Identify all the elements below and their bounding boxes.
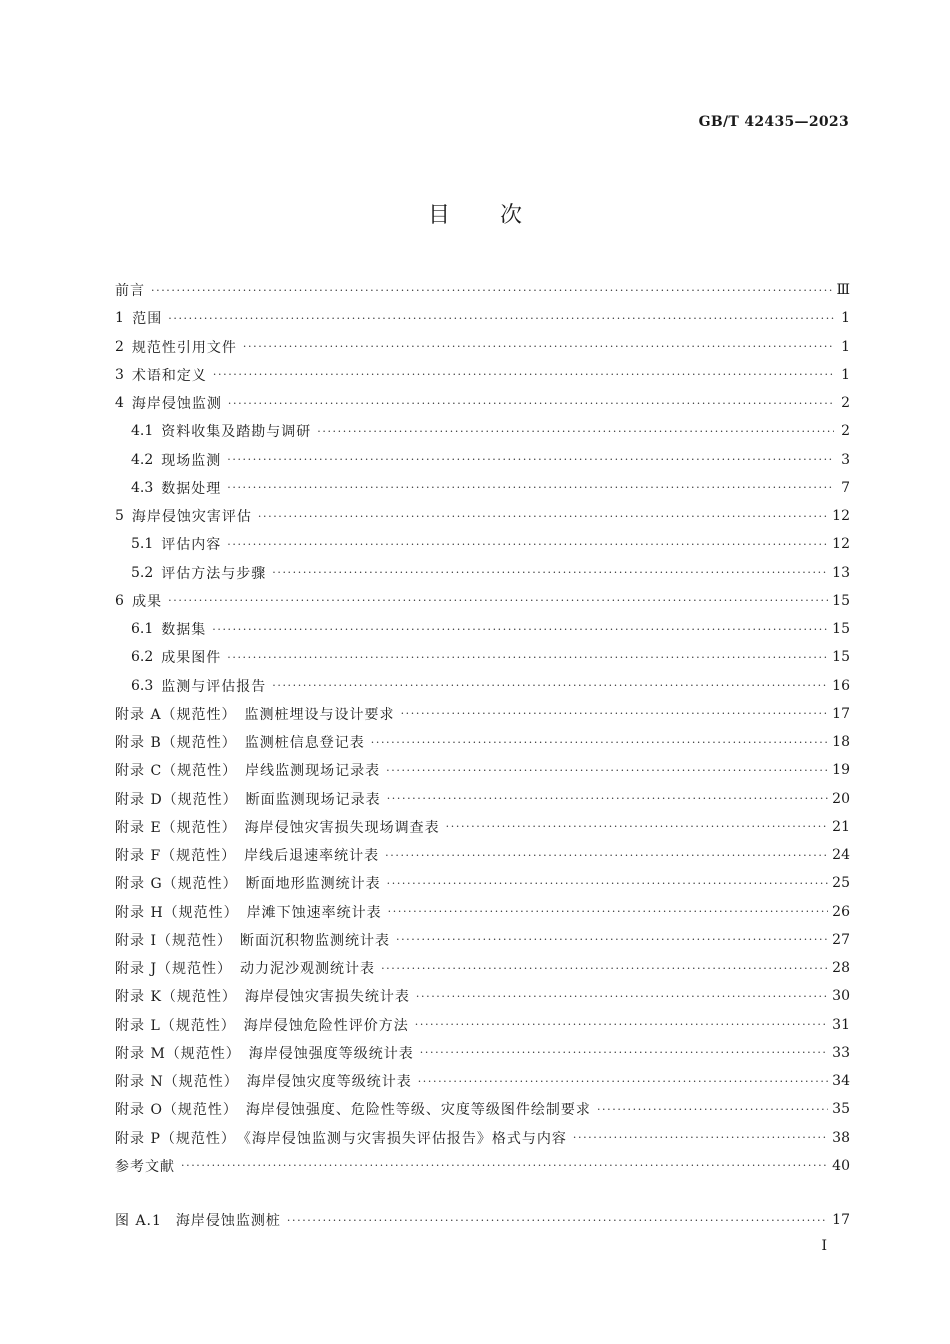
toc-entry-page: 1 xyxy=(841,310,850,327)
toc-entry-page: Ⅲ xyxy=(836,282,850,299)
toc-leader-dots xyxy=(415,1018,828,1031)
toc-entry[interactable] xyxy=(115,389,850,417)
toc-entry-number: 4 xyxy=(115,395,124,412)
toc-leader-dots xyxy=(381,962,828,975)
toc-entry-label: 海岸侵蚀灾害评估 xyxy=(131,509,252,526)
footer-page-number: I xyxy=(821,1238,827,1254)
toc-entry-label: 成果图件 xyxy=(161,650,222,667)
toc-entry-page: 38 xyxy=(832,1129,850,1146)
toc-entry-page: 31 xyxy=(832,1016,850,1033)
toc-leader-dots xyxy=(181,1159,828,1172)
toc-leader-dots xyxy=(401,707,829,720)
toc-leader-dots xyxy=(385,849,828,862)
toc-entry-label: 附录 N（规范性） 海岸侵蚀灾度等级统计表 xyxy=(115,1074,412,1091)
toc-entry-label: 附录 E（规范性） 海岸侵蚀灾害损失现场调查表 xyxy=(115,819,440,836)
toc-entry[interactable] xyxy=(115,954,850,982)
toc-entry-page: 3 xyxy=(841,451,850,468)
toc-entry-label: 附录 G（规范性） 断面地形监测统计表 xyxy=(115,876,381,893)
toc-entry[interactable] xyxy=(115,276,850,304)
toc-entry[interactable] xyxy=(115,756,850,784)
toc-entry[interactable] xyxy=(115,728,850,756)
toc-entry[interactable] xyxy=(115,615,850,643)
toc-entry-label: 现场监测 xyxy=(161,452,222,469)
toc-entry-label: 资料收集及踏勘与调研 xyxy=(161,424,312,441)
toc-entry-page: 13 xyxy=(832,564,850,581)
toc-entry[interactable] xyxy=(115,841,850,869)
toc-entry-page: 12 xyxy=(832,536,850,553)
toc-entry-page: 15 xyxy=(832,592,850,609)
toc-entry[interactable] xyxy=(115,304,850,332)
toc-entry-number: 5.2 xyxy=(131,564,154,581)
toc-leader-dots xyxy=(420,1046,828,1059)
toc-leader-dots xyxy=(227,481,834,494)
toc-entry-label: 前言 xyxy=(115,283,145,300)
figure-list xyxy=(115,1206,850,1234)
toc-entry-label: 评估内容 xyxy=(161,537,222,554)
toc-entry-label: 术语和定义 xyxy=(131,367,207,384)
toc-entry[interactable] xyxy=(115,813,850,841)
toc-leader-dots xyxy=(287,1214,828,1227)
toc-entry-number: 4.1 xyxy=(131,423,154,440)
toc-entry-label: 范围 xyxy=(132,311,163,328)
toc-entry-page: 15 xyxy=(832,649,850,666)
toc-entry[interactable] xyxy=(115,530,850,558)
toc-entry-label: 附录 H（规范性） 岸滩下蚀速率统计表 xyxy=(115,904,382,921)
toc-entry-label: 监测与评估报告 xyxy=(161,678,267,695)
toc-entry-label: 附录 J（规范性） 动力泥沙观测统计表 xyxy=(115,961,376,978)
toc-entry-page: 7 xyxy=(841,479,850,496)
toc-entry-page: 2 xyxy=(841,395,850,412)
toc-entry-page: 20 xyxy=(832,790,850,807)
toc-leader-dots xyxy=(213,368,834,381)
page-title-char-1: 目 xyxy=(427,203,450,228)
toc-entry-page: 35 xyxy=(832,1101,850,1118)
toc-entry[interactable] xyxy=(115,474,850,502)
toc-entry-label: 数据集 xyxy=(161,622,207,639)
toc-entry[interactable] xyxy=(115,417,850,445)
page-title-char-2: 次 xyxy=(500,203,523,228)
toc-entry-label: 附录 P（规范性） 《海岸侵蚀监测与灾害损失评估报告》格式与内容 xyxy=(115,1130,567,1147)
toc-entry[interactable] xyxy=(115,1124,850,1152)
toc-leader-dots xyxy=(258,510,828,523)
toc-leader-dots xyxy=(272,566,828,579)
toc-entry[interactable] xyxy=(115,1011,850,1039)
toc-entry[interactable] xyxy=(115,869,850,897)
toc-entry-page: 18 xyxy=(832,734,850,751)
toc-entry-page: 1 xyxy=(841,338,850,355)
toc-entry[interactable] xyxy=(115,982,850,1010)
toc-entry-label: 附录 O（规范性） 海岸侵蚀强度、危险性等级、灾度等级图件绘制要求 xyxy=(115,1102,591,1119)
toc-leader-dots xyxy=(227,651,828,664)
toc-entry-page: 16 xyxy=(832,677,850,694)
toc-entry[interactable] xyxy=(115,1095,850,1123)
toc-entry-label: 附录 A（规范性） 监测桩埋设与设计要求 xyxy=(115,706,395,723)
toc-entry-number: 6.1 xyxy=(131,621,154,638)
toc-entry-label: 附录 L（规范性） 海岸侵蚀危险性评价方法 xyxy=(115,1017,409,1034)
toc-leader-dots xyxy=(573,1131,828,1144)
toc-entry-number: 2 xyxy=(115,338,124,355)
toc-entry[interactable] xyxy=(115,587,850,615)
toc-leader-dots xyxy=(386,764,828,777)
toc-entry-number: 6.2 xyxy=(131,649,154,666)
toc-leader-dots xyxy=(317,425,834,438)
toc-leader-dots xyxy=(387,877,829,890)
toc-leader-dots xyxy=(243,340,834,353)
toc-entry-number: 1 xyxy=(115,310,124,327)
toc-leader-dots xyxy=(151,284,832,297)
toc-entry-label: 数据处理 xyxy=(161,480,222,497)
toc-leader-dots xyxy=(387,792,828,805)
table-of-contents xyxy=(115,276,850,1180)
toc-leader-dots xyxy=(227,453,834,466)
toc-entry-label: 附录 M（规范性） 海岸侵蚀强度等级统计表 xyxy=(115,1045,414,1062)
toc-entry-page: 21 xyxy=(832,818,850,835)
toc-entry-number: 5 xyxy=(115,508,124,525)
toc-entry-number: 4.3 xyxy=(131,479,154,496)
toc-entry-page: 1 xyxy=(841,366,850,383)
toc-entry-label: 附录 F（规范性） 岸线后退速率统计表 xyxy=(115,848,380,865)
standard-code: GB/T 42435—2023 xyxy=(698,114,849,130)
toc-entry-label: 附录 D（规范性） 断面监测现场记录表 xyxy=(115,791,381,808)
toc-entry-label: 附录 K（规范性） 海岸侵蚀灾害损失统计表 xyxy=(115,989,410,1006)
toc-entry-number: 3 xyxy=(115,366,124,383)
toc-leader-dots xyxy=(396,933,828,946)
toc-figure-number: 图 A.1 xyxy=(115,1213,162,1230)
toc-entry-page: 34 xyxy=(832,1073,850,1090)
toc-entry-label: 附录 C（规范性） 岸线监测现场记录表 xyxy=(115,763,381,780)
toc-entry-page: 26 xyxy=(832,903,850,920)
toc-leader-dots xyxy=(597,1103,828,1116)
toc-leader-dots xyxy=(227,538,828,551)
toc-entry[interactable] xyxy=(115,446,850,474)
toc-entry[interactable] xyxy=(115,1067,850,1095)
toc-entry[interactable] xyxy=(115,361,850,389)
toc-leader-dots xyxy=(168,312,834,325)
toc-entry[interactable] xyxy=(115,672,850,700)
toc-entry-page: 33 xyxy=(832,1044,850,1061)
toc-leader-dots xyxy=(418,1075,828,1088)
toc-entry[interactable] xyxy=(115,1039,850,1067)
toc-entry-page: 24 xyxy=(832,847,850,864)
toc-leader-dots xyxy=(212,623,828,636)
toc-entry-page: 12 xyxy=(832,508,850,525)
toc-entry-page: 17 xyxy=(832,705,850,722)
toc-entry[interactable] xyxy=(115,502,850,530)
toc-entry[interactable] xyxy=(115,1152,850,1180)
toc-leader-dots xyxy=(168,594,828,607)
toc-figure-entry[interactable] xyxy=(115,1206,850,1234)
toc-entry-number: 6 xyxy=(115,592,124,609)
toc-figure-page: 17 xyxy=(832,1212,850,1229)
toc-entry[interactable] xyxy=(115,700,850,728)
toc-entry[interactable] xyxy=(115,643,850,671)
toc-entry[interactable] xyxy=(115,333,850,361)
toc-entry-label: 评估方法与步骤 xyxy=(161,565,267,582)
toc-leader-dots xyxy=(228,397,834,410)
toc-entry[interactable] xyxy=(115,559,850,587)
toc-entry-label: 成果 xyxy=(132,593,163,610)
toc-entry-page: 19 xyxy=(832,762,850,779)
toc-entry-label: 参考文献 xyxy=(115,1158,175,1175)
toc-entry-number: 5.1 xyxy=(131,536,154,553)
toc-figure-label: 海岸侵蚀监测桩 xyxy=(175,1213,281,1230)
toc-leader-dots xyxy=(446,820,829,833)
toc-leader-dots xyxy=(272,679,828,692)
toc-entry-number: 6.3 xyxy=(131,677,154,694)
toc-entry-page: 25 xyxy=(832,875,850,892)
toc-entry-label: 规范性引用文件 xyxy=(131,339,237,356)
toc-entry-number: 4.2 xyxy=(131,451,154,468)
toc-entry-label: 海岸侵蚀监测 xyxy=(131,396,222,413)
toc-entry-page: 2 xyxy=(841,423,850,440)
toc-leader-dots xyxy=(371,736,828,749)
toc-entry-page: 15 xyxy=(832,621,850,638)
toc-entry-page: 30 xyxy=(832,988,850,1005)
toc-entry[interactable] xyxy=(115,785,850,813)
toc-entry[interactable] xyxy=(115,898,850,926)
toc-entry-page: 28 xyxy=(832,960,850,977)
toc-entry-page: 27 xyxy=(832,931,850,948)
page-title xyxy=(0,198,950,229)
toc-leader-dots xyxy=(416,990,828,1003)
toc-entry-label: 附录 B（规范性） 监测桩信息登记表 xyxy=(115,735,365,752)
toc-entry-label: 附录 I（规范性） 断面沉积物监测统计表 xyxy=(115,932,390,949)
toc-leader-dots xyxy=(388,905,829,918)
toc-entry[interactable] xyxy=(115,926,850,954)
toc-entry-page: 40 xyxy=(832,1157,850,1174)
